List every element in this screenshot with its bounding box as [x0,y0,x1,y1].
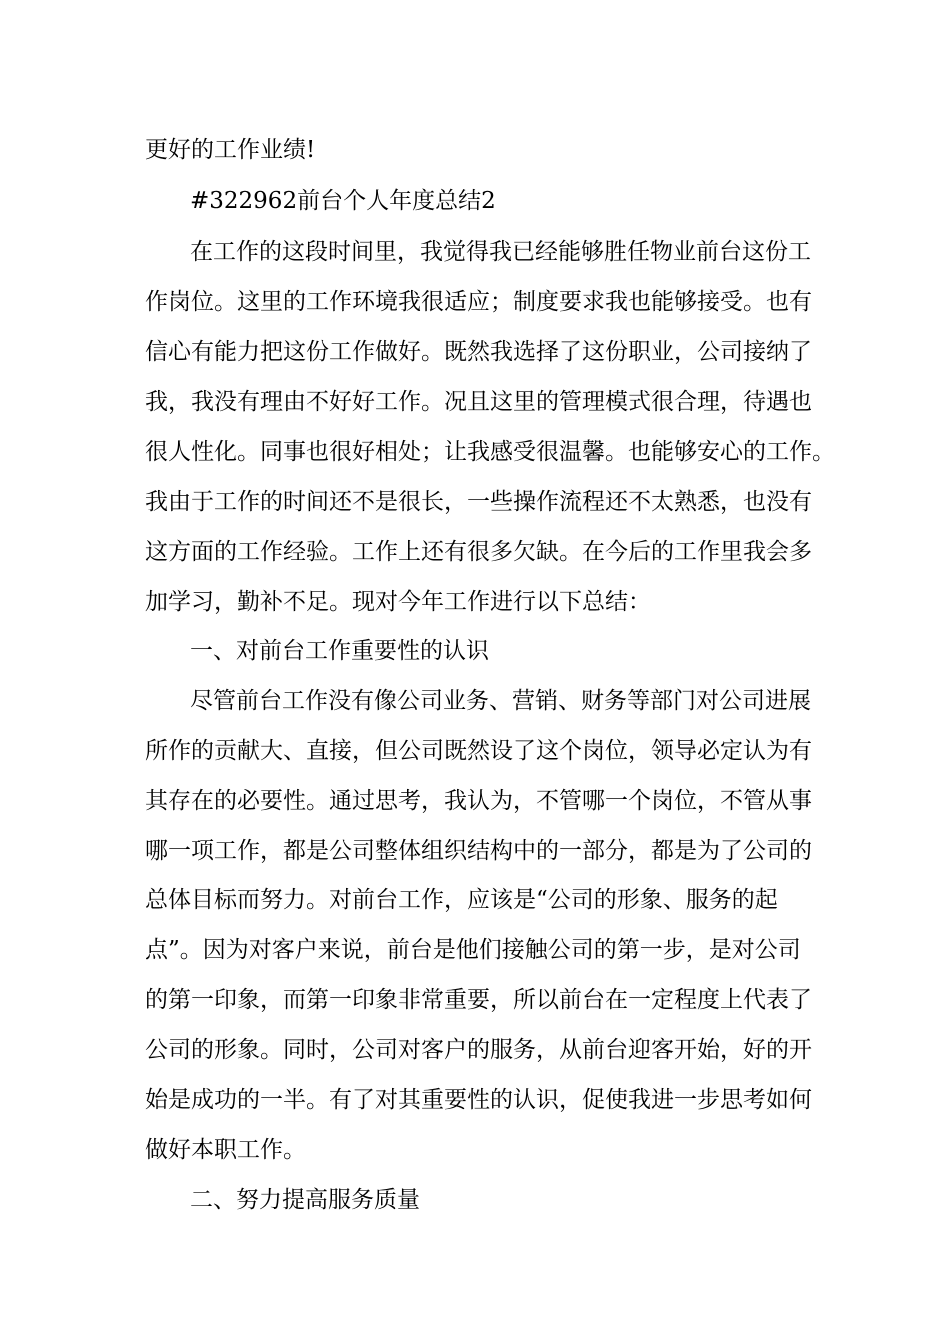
text-line: 尽管前台工作没有像公司业务、营销、财务等部门对公司进展 [190,688,811,714]
text-line: 哪一项工作，都是公司整体组织结构中的一部分，都是为了公司的 [145,838,812,864]
text-line: 在工作的这段时间里，我觉得我已经能够胜任物业前台这份工 [190,239,811,265]
text-line: 公司的形象。同时，公司对客户的服务，从前台迎客开始，好的开 [145,1037,812,1063]
text-line: 作岗位。这里的工作环境我很适应；制度要求我也能够接受。也有 [145,289,812,315]
text-line: 很人性化。同事也很好相处；让我感受很温馨。也能够安心的工作。 [145,439,835,465]
text-line: 我由于工作的时间还不是很长，一些操作流程还不太熟悉，也没有 [145,489,812,515]
text-line: 做好本职工作。 [145,1137,306,1163]
section-heading: 二、努力提高服务质量 [190,1187,420,1213]
text-line: 信心有能力把这份工作做好。既然我选择了这份职业，公司接纳了 [145,339,812,365]
text-line: 这方面的工作经验。工作上还有很多欠缺。在今后的工作里我会多 [145,539,812,565]
text-line: 其存在的必要性。通过思考，我认为，不管哪一个岗位，不管从事 [145,788,812,814]
text-line: 我，我没有理由不好好工作。况且这里的管理模式很合理，待遇也 [145,389,812,415]
text-line: 始是成功的一半。有了对其重要性的认识，促使我进一步思考如何 [145,1087,812,1113]
text-line: 所作的贡献大、直接，但公司既然设了这个岗位，领导必定认为有 [145,738,812,764]
text-line: 的第一印象，而第一印象非常重要，所以前台在一定程度上代表了 [145,987,812,1013]
text-line: 点”。因为对客户来说，前台是他们接触公司的第一步，是对公司 [145,937,801,963]
section-title: #322962前台个人年度总结2 [190,188,496,214]
section-heading: 一、对前台工作重要性的认识 [190,638,489,664]
text-line: 更好的工作业绩! [145,137,316,163]
text-line: 总体目标而努力。对前台工作，应该是“公司的形象、服务的起 [145,887,778,913]
text-line: 加学习，勤补不足。现对今年工作进行以下总结： [145,589,651,615]
